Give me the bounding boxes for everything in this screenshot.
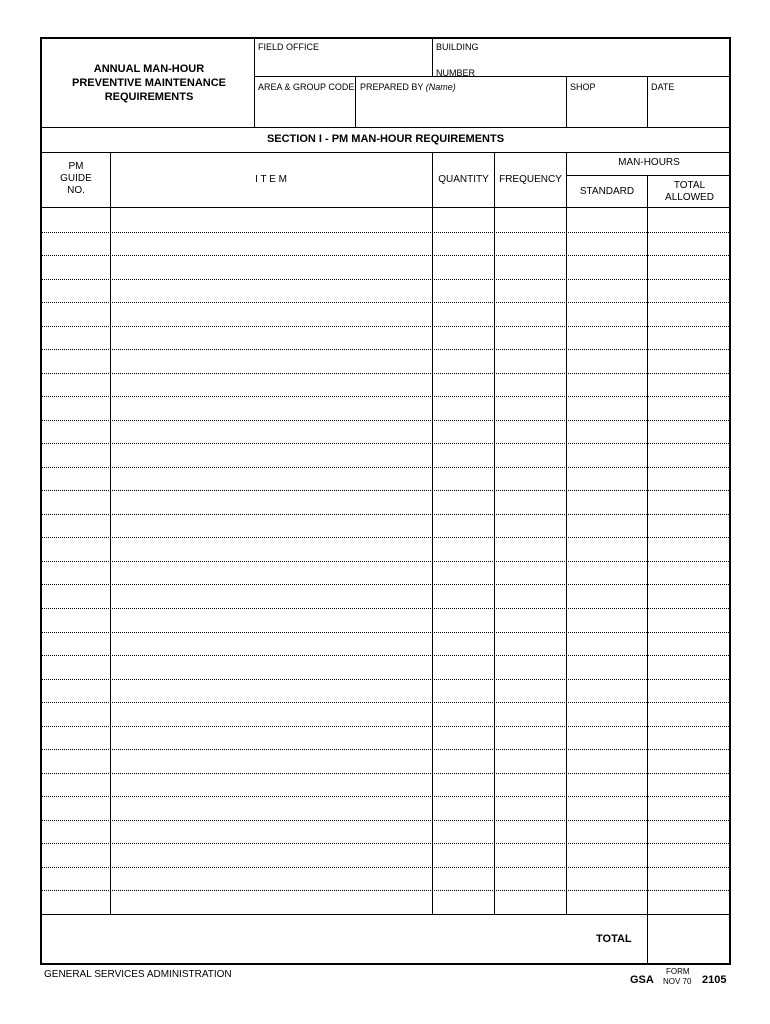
frequency-header: FREQUENCY (499, 174, 562, 185)
pm-guide-no-cell[interactable] (43, 209, 109, 231)
form-number: 2105 (702, 974, 727, 986)
item-cell[interactable] (112, 374, 431, 396)
frequency-cell[interactable] (496, 821, 565, 843)
total-allowed-cell[interactable] (649, 327, 729, 349)
frequency-cell[interactable] (496, 562, 565, 584)
pm-guide-no-cell[interactable] (43, 585, 109, 607)
shop-label: SHOP (570, 82, 596, 92)
item-cell[interactable] (112, 585, 431, 607)
frequency-cell[interactable] (496, 609, 565, 631)
standard-cell[interactable] (568, 350, 646, 372)
table-row (42, 514, 729, 538)
quantity-cell[interactable] (434, 444, 493, 466)
frequency-cell[interactable] (496, 703, 565, 725)
item-cell[interactable] (112, 562, 431, 584)
frequency-cell[interactable] (496, 680, 565, 702)
total-allowed-cell[interactable] (649, 680, 729, 702)
pm-guide-no-cell[interactable] (43, 491, 109, 513)
frequency-cell[interactable] (496, 750, 565, 772)
quantity-cell[interactable] (434, 562, 493, 584)
total-allowed-cell[interactable] (649, 703, 729, 725)
frequency-cell[interactable] (496, 209, 565, 231)
table-row (42, 373, 729, 397)
table-row (42, 490, 729, 514)
item-cell[interactable] (112, 256, 431, 278)
item-cell[interactable] (112, 609, 431, 631)
table-row (42, 208, 729, 232)
quantity-cell[interactable] (434, 233, 493, 255)
table-row (42, 820, 729, 844)
total-allowed-cell[interactable] (649, 656, 729, 678)
standard-cell[interactable] (568, 750, 646, 772)
frequency-cell[interactable] (496, 303, 565, 325)
pm-guide-no-header-line-2: GUIDE (60, 173, 92, 184)
pm-guide-no-cell[interactable] (43, 233, 109, 255)
frequency-cell[interactable] (496, 868, 565, 890)
frequency-cell[interactable] (496, 468, 565, 490)
standard-cell[interactable] (568, 491, 646, 513)
quantity-cell[interactable] (434, 256, 493, 278)
item-cell[interactable] (112, 468, 431, 490)
total-allowed-cell[interactable] (649, 868, 729, 890)
table-row (42, 608, 729, 632)
standard-cell[interactable] (568, 774, 646, 796)
frequency-cell[interactable] (496, 656, 565, 678)
standard-cell[interactable] (568, 421, 646, 443)
frequency-cell[interactable] (496, 233, 565, 255)
pm-guide-no-cell[interactable] (43, 562, 109, 584)
building-number-label: NUMBER (436, 68, 476, 78)
item-cell[interactable] (112, 397, 431, 419)
item-cell[interactable] (112, 491, 431, 513)
frequency-cell[interactable] (496, 774, 565, 796)
form-title-line-2: PREVENTIVE MAINTENANCE (71, 77, 227, 89)
quantity-cell[interactable] (434, 538, 493, 560)
building-label: BUILDING (436, 42, 479, 52)
table-row (42, 467, 729, 491)
quantity-cell[interactable] (434, 421, 493, 443)
quantity-cell[interactable] (434, 750, 493, 772)
form-title-line-1: ANNUAL MAN-HOUR (93, 63, 205, 75)
total-allowed-cell[interactable] (649, 633, 729, 655)
quantity-cell[interactable] (434, 774, 493, 796)
quantity-cell[interactable] (434, 821, 493, 843)
frequency-cell[interactable] (496, 327, 565, 349)
frequency-cell[interactable] (496, 797, 565, 819)
total-allowed-cell[interactable] (649, 421, 729, 443)
item-header: I T E M (255, 174, 287, 185)
item-cell[interactable] (112, 515, 431, 537)
standard-cell[interactable] (568, 891, 646, 913)
total-allowed-header-line-2: ALLOWED (665, 192, 714, 203)
quantity-cell[interactable] (434, 350, 493, 372)
divider (42, 127, 731, 128)
total-allowed-cell[interactable] (649, 233, 729, 255)
total-allowed-cell[interactable] (649, 727, 729, 749)
total-allowed-cell[interactable] (649, 397, 729, 419)
pm-guide-no-cell[interactable] (43, 680, 109, 702)
frequency-cell[interactable] (496, 374, 565, 396)
prepared-by-field[interactable] (356, 94, 565, 126)
total-allowed-cell[interactable] (649, 350, 729, 372)
pm-guide-no-cell[interactable] (43, 797, 109, 819)
table-row (42, 326, 729, 350)
standard-cell[interactable] (568, 609, 646, 631)
frequency-cell[interactable] (496, 350, 565, 372)
field-office-label: FIELD OFFICE (258, 42, 320, 52)
item-cell[interactable] (112, 303, 431, 325)
pm-guide-no-cell[interactable] (43, 750, 109, 772)
item-cell[interactable] (112, 421, 431, 443)
total-allowed-cell[interactable] (649, 585, 729, 607)
table-row (42, 537, 729, 561)
table-row (42, 279, 729, 303)
standard-cell[interactable] (568, 374, 646, 396)
pm-guide-no-cell[interactable] (43, 350, 109, 372)
item-cell[interactable] (112, 797, 431, 819)
table-row (42, 420, 729, 444)
table-row (42, 655, 729, 679)
divider (42, 152, 731, 153)
quantity-cell[interactable] (434, 609, 493, 631)
total-allowed-cell[interactable] (649, 538, 729, 560)
table-row (42, 679, 729, 703)
quantity-cell[interactable] (434, 844, 493, 866)
item-cell[interactable] (112, 350, 431, 372)
total-allowed-cell[interactable] (649, 468, 729, 490)
frequency-cell[interactable] (496, 444, 565, 466)
pm-guide-no-header (42, 161, 110, 197)
pm-guide-no-cell[interactable] (43, 633, 109, 655)
standard-cell[interactable] (568, 585, 646, 607)
total-allowed-cell[interactable] (649, 562, 729, 584)
pm-guide-no-header-line-3: NO. (67, 185, 85, 196)
item-cell[interactable] (112, 821, 431, 843)
standard-cell[interactable] (568, 444, 646, 466)
quantity-cell[interactable] (434, 303, 493, 325)
total-allowed-cell[interactable] (649, 491, 729, 513)
prepared-by-label (360, 82, 456, 92)
form-title-line-3: REQUIREMENTS (104, 91, 194, 103)
item-cell[interactable] (112, 209, 431, 231)
gsa-label: GSA (630, 974, 654, 986)
item-cell[interactable] (112, 538, 431, 560)
pm-guide-no-header-line-1: PM (68, 161, 84, 172)
item-cell[interactable] (112, 774, 431, 796)
pm-guide-no-cell[interactable] (43, 256, 109, 278)
pm-guide-no-cell[interactable] (43, 421, 109, 443)
quantity-cell[interactable] (434, 209, 493, 231)
pm-guide-no-cell[interactable] (43, 727, 109, 749)
total-allowed-cell[interactable] (649, 821, 729, 843)
item-cell[interactable] (112, 233, 431, 255)
quantity-cell[interactable] (434, 327, 493, 349)
total-allowed-cell[interactable] (649, 515, 729, 537)
item-cell[interactable] (112, 868, 431, 890)
frequency-cell[interactable] (496, 844, 565, 866)
frequency-cell[interactable] (496, 891, 565, 913)
total-allowed-cell[interactable] (649, 374, 729, 396)
standard-cell[interactable] (568, 868, 646, 890)
standard-cell[interactable] (568, 727, 646, 749)
frequency-cell[interactable] (496, 515, 565, 537)
quantity-cell[interactable] (434, 633, 493, 655)
prepared-by-text: PREPARED BY (360, 82, 424, 92)
pm-guide-no-cell[interactable] (43, 374, 109, 396)
pm-guide-no-cell[interactable] (43, 303, 109, 325)
pm-guide-no-cell[interactable] (43, 656, 109, 678)
quantity-cell[interactable] (434, 491, 493, 513)
standard-cell[interactable] (568, 562, 646, 584)
item-cell[interactable] (112, 891, 431, 913)
pm-guide-no-cell[interactable] (43, 515, 109, 537)
quantity-cell[interactable] (434, 656, 493, 678)
prepared-by-hint: (Name) (425, 82, 456, 92)
total-allowed-cell[interactable] (649, 891, 729, 913)
date-label: DATE (651, 82, 675, 92)
quantity-cell[interactable] (434, 680, 493, 702)
standard-cell[interactable] (568, 821, 646, 843)
table-row (42, 561, 729, 585)
form-title (42, 62, 256, 104)
standard-cell[interactable] (568, 797, 646, 819)
frequency-cell[interactable] (496, 491, 565, 513)
total-allowed-cell[interactable] (649, 209, 729, 231)
pm-guide-no-cell[interactable] (43, 609, 109, 631)
item-cell[interactable] (112, 680, 431, 702)
table-row (42, 796, 729, 820)
total-allowed-cell[interactable] (649, 609, 729, 631)
pm-guide-no-cell[interactable] (43, 538, 109, 560)
item-cell[interactable] (112, 727, 431, 749)
section-title: SECTION I - PM MAN-HOUR REQUIREMENTS (266, 133, 505, 145)
frequency-cell[interactable] (496, 585, 565, 607)
frequency-cell[interactable] (496, 421, 565, 443)
standard-cell[interactable] (568, 280, 646, 302)
pm-guide-no-cell[interactable] (43, 844, 109, 866)
standard-cell[interactable] (568, 468, 646, 490)
table-row (42, 890, 729, 914)
quantity-cell[interactable] (434, 374, 493, 396)
total-allowed-header (648, 180, 731, 204)
pm-guide-no-cell[interactable] (43, 868, 109, 890)
man-hours-header: MAN-HOURS (618, 157, 680, 168)
grand-total-field[interactable] (648, 915, 730, 964)
form-word: FORM (666, 967, 690, 976)
field-office-field[interactable] (255, 53, 431, 75)
standard-cell[interactable] (568, 515, 646, 537)
standard-cell[interactable] (568, 633, 646, 655)
area-group-code-label: AREA & GROUP CODE (258, 82, 355, 92)
pm-guide-no-cell[interactable] (43, 891, 109, 913)
total-allowed-cell[interactable] (649, 280, 729, 302)
total-allowed-cell[interactable] (649, 797, 729, 819)
standard-cell[interactable] (568, 233, 646, 255)
standard-cell[interactable] (568, 844, 646, 866)
item-cell[interactable] (112, 633, 431, 655)
frequency-cell[interactable] (496, 397, 565, 419)
standard-header: STANDARD (579, 186, 635, 197)
agency-name: GENERAL SERVICES ADMINISTRATION (44, 969, 232, 980)
table-row (42, 843, 729, 867)
table-row (42, 584, 729, 608)
table-row (42, 255, 729, 279)
quantity-cell[interactable] (434, 797, 493, 819)
gsa-form-2105 (40, 37, 731, 965)
frequency-cell[interactable] (496, 256, 565, 278)
quantity-cell[interactable] (434, 868, 493, 890)
table-row (42, 443, 729, 467)
pm-guide-no-cell[interactable] (43, 703, 109, 725)
quantity-header: QUANTITY (438, 174, 489, 185)
frequency-cell[interactable] (496, 538, 565, 560)
building-number-field[interactable] (433, 53, 729, 67)
shop-field[interactable] (567, 94, 646, 126)
total-allowed-cell[interactable] (649, 774, 729, 796)
item-cell[interactable] (112, 844, 431, 866)
total-label: TOTAL (596, 933, 632, 945)
total-allowed-cell[interactable] (649, 256, 729, 278)
table-row (42, 632, 729, 656)
quantity-cell[interactable] (434, 280, 493, 302)
standard-cell[interactable] (568, 656, 646, 678)
quantity-cell[interactable] (434, 891, 493, 913)
pm-guide-no-cell[interactable] (43, 327, 109, 349)
standard-cell[interactable] (568, 397, 646, 419)
form-date: NOV 70 (663, 977, 692, 986)
divider (254, 76, 731, 77)
table-row (42, 867, 729, 891)
quantity-cell[interactable] (434, 703, 493, 725)
standard-cell[interactable] (568, 303, 646, 325)
item-cell[interactable] (112, 280, 431, 302)
quantity-cell[interactable] (434, 727, 493, 749)
pm-guide-no-cell[interactable] (43, 444, 109, 466)
item-cell[interactable] (112, 703, 431, 725)
pm-guide-no-cell[interactable] (43, 397, 109, 419)
quantity-cell[interactable] (434, 468, 493, 490)
pm-guide-no-cell[interactable] (43, 468, 109, 490)
standard-cell[interactable] (568, 327, 646, 349)
standard-cell[interactable] (568, 680, 646, 702)
table-row (42, 726, 729, 750)
total-allowed-cell[interactable] (649, 444, 729, 466)
item-cell[interactable] (112, 327, 431, 349)
table-row (42, 232, 729, 256)
frequency-cell[interactable] (496, 633, 565, 655)
standard-cell[interactable] (568, 538, 646, 560)
divider (42, 914, 731, 915)
table-row (42, 349, 729, 373)
quantity-cell[interactable] (434, 515, 493, 537)
standard-cell[interactable] (568, 703, 646, 725)
standard-cell[interactable] (568, 209, 646, 231)
quantity-cell[interactable] (434, 585, 493, 607)
total-allowed-header-line-1: TOTAL (673, 180, 706, 191)
pm-guide-no-cell[interactable] (43, 280, 109, 302)
table-row (42, 749, 729, 773)
quantity-cell[interactable] (434, 397, 493, 419)
pm-guide-no-cell[interactable] (43, 821, 109, 843)
standard-cell[interactable] (568, 256, 646, 278)
table-row (42, 702, 729, 726)
total-allowed-cell[interactable] (649, 750, 729, 772)
frequency-cell[interactable] (496, 280, 565, 302)
table-row (42, 302, 729, 326)
table-row (42, 396, 729, 420)
pm-guide-no-cell[interactable] (43, 774, 109, 796)
total-allowed-cell[interactable] (649, 844, 729, 866)
area-group-code-field[interactable] (255, 94, 354, 126)
item-cell[interactable] (112, 444, 431, 466)
frequency-cell[interactable] (496, 727, 565, 749)
total-allowed-cell[interactable] (649, 303, 729, 325)
date-field[interactable] (648, 94, 730, 126)
item-cell[interactable] (112, 656, 431, 678)
divider (566, 175, 731, 176)
item-cell[interactable] (112, 750, 431, 772)
table-row (42, 773, 729, 797)
